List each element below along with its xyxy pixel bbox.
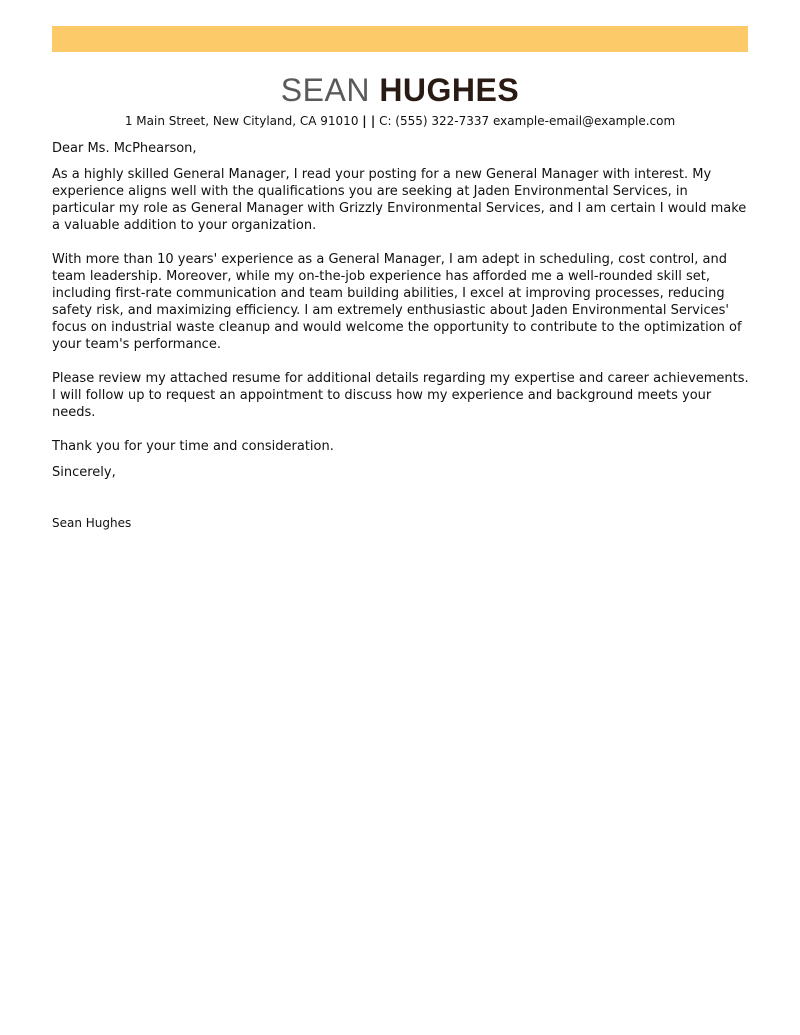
last-name: HUGHES (379, 72, 520, 108)
letter-body (52, 140, 752, 532)
phone: C: (555) 322-7337 (379, 114, 490, 128)
accent-header-bar (52, 26, 748, 52)
paragraph-follow-up: Please review my attached resume for additional details regarding my expertise and career achievements. I will follow up to request an appointment to discuss how my experience and background meets your needs. (52, 371, 749, 420)
contact-separator: | | (362, 114, 376, 128)
signature: Sean Hughes (52, 516, 132, 530)
closing: Sincerely, (52, 465, 116, 480)
paragraph-intro: As a highly skilled General Manager, I read your posting for a new General Manager with interest. My experience aligns well with the qualifications you are seeking at Jaden Environmental Services, in particular my role as General Manager with Grizzly Environmental Services, and I am certain I would make a valuable addition to your organization. (52, 167, 747, 233)
address: 1 Main Street, New Cityland, CA 91010 (124, 114, 359, 128)
email: example-email@example.com (492, 114, 676, 128)
paragraph-experience: With more than 10 years' experience as a General Manager, I am adept in scheduling, cost control, and team leadership. Moreover, while my on-the-job experience has afforded me a well-rounded skill set, including first-rate communication and team building abilities, I excel at improving processes, reducing safety risk, and maximizing efficiency. I am extremely enthusiastic about Jaden Environmental Services' focus on industrial waste cleanup and would welcome the opportunity to contribute to the optimization of your team's performance. (52, 252, 742, 352)
salutation: Dear Ms. McPhearson, (52, 141, 197, 156)
first-name: SEAN (280, 72, 370, 108)
applicant-name (0, 70, 800, 110)
thanks-line: Thank you for your time and consideration. (52, 439, 334, 454)
contact-line (0, 113, 800, 129)
